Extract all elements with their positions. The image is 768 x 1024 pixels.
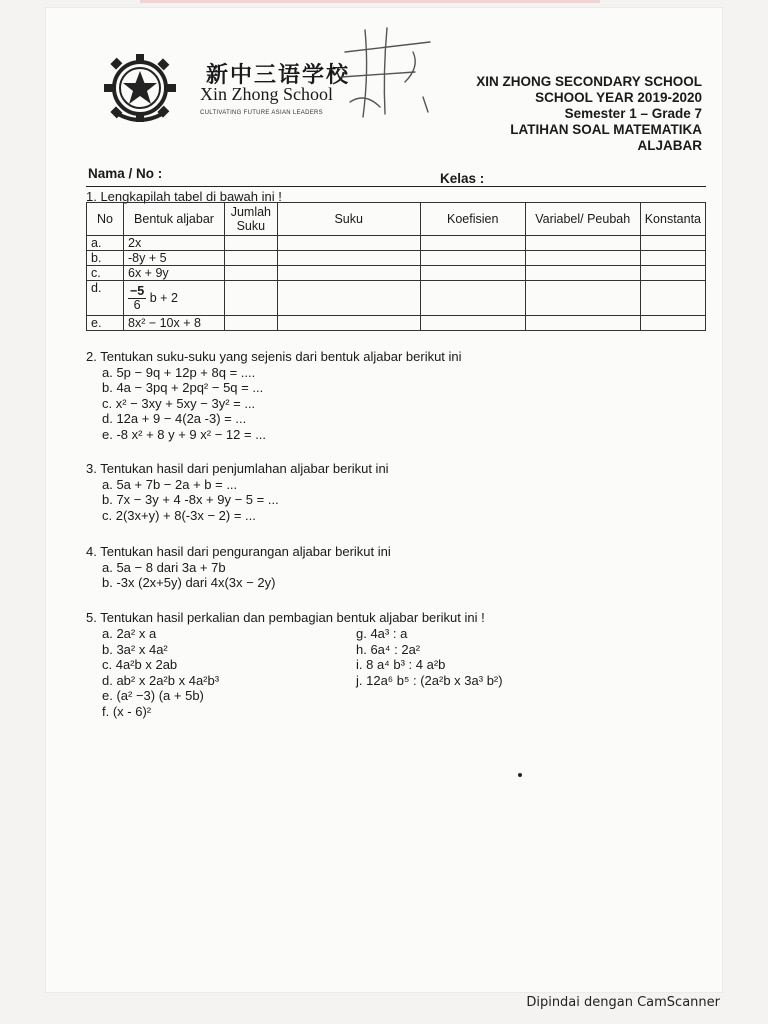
row-expression xyxy=(124,281,225,316)
answer-cell[interactable] xyxy=(640,316,705,331)
school-name-latin: Xin Zhong School xyxy=(200,84,333,104)
fraction-denominator: 6 xyxy=(133,297,141,312)
answer-cell[interactable] xyxy=(525,316,640,331)
question-item: a. 5a + 7b − 2a + b = ... xyxy=(102,476,238,492)
table-row xyxy=(87,281,706,316)
answer-cell[interactable] xyxy=(420,281,525,316)
answer-cell[interactable] xyxy=(277,281,420,316)
answer-cell[interactable] xyxy=(420,316,525,331)
q2-title: 2. Tentukan suku-suku yang sejenis dari bentuk aljabar berikut ini xyxy=(86,349,462,364)
row-expression: 8x² − 10x + 8 xyxy=(124,316,225,331)
q3-title: 3. Tentukan hasil dari penjumlahan aljabar berikut ini xyxy=(86,461,389,476)
fraction-numerator: −5 xyxy=(130,283,145,298)
question-item: d. 12a + 9 − 4(2a -3) = ... xyxy=(102,411,247,427)
question-item: d. ab² x 2a²b x 4a²b³ xyxy=(102,672,220,688)
header-line-topic: ALJABAR xyxy=(637,138,702,153)
question-item: b. 3a² x 4a² xyxy=(102,641,168,657)
q1-header-row xyxy=(87,203,706,236)
question-item: c. 4a²b x 2ab xyxy=(102,657,178,673)
handwritten-signature xyxy=(335,22,445,122)
q1-table xyxy=(86,202,706,331)
answer-cell[interactable] xyxy=(225,281,278,316)
row-expression: -8y + 5 xyxy=(124,251,225,266)
table-row xyxy=(87,266,706,281)
answer-cell[interactable] xyxy=(640,266,705,281)
answer-cell[interactable] xyxy=(225,316,278,331)
col-konstanta: Konstanta xyxy=(640,203,705,236)
question-item: b. 7x − 3y + 4 -8x + 9y − 5 = ... xyxy=(102,492,279,508)
question-item: j. 12a⁶ b⁵ : (2a²b x 3a³ b²) xyxy=(356,672,503,688)
answer-cell[interactable] xyxy=(640,251,705,266)
row-expression: 2x xyxy=(124,236,225,251)
question-item: b. -3x (2x+5y) dari 4x(3x − 2y) xyxy=(102,575,276,591)
col-bentuk-aljabar: Bentuk aljabar xyxy=(124,203,225,236)
q1-title: 1. Lengkapilah tabel di bawah ini ! xyxy=(86,189,282,204)
question-item: f. (x - 6)² xyxy=(102,703,152,719)
header-line-subject: LATIHAN SOAL MATEMATIKA xyxy=(510,122,702,137)
answer-cell[interactable] xyxy=(525,266,640,281)
answer-cell[interactable] xyxy=(420,251,525,266)
question-item: i. 8 a⁴ b³ : 4 a²b xyxy=(356,657,446,673)
school-logo xyxy=(100,52,180,124)
question-item: c. 2(3x+y) + 8(-3x − 2) = ... xyxy=(102,507,256,523)
answer-cell[interactable] xyxy=(277,236,420,251)
question-item: a. 5p − 9q + 12p + 8q = .... xyxy=(102,364,256,380)
table-row xyxy=(87,236,706,251)
q5-section xyxy=(86,610,485,626)
table-row xyxy=(87,316,706,331)
question-item: a. 2a² x a xyxy=(102,626,157,641)
school-header-block xyxy=(476,74,702,154)
answer-cell[interactable] xyxy=(525,251,640,266)
paper-edge-mark xyxy=(140,0,600,3)
name-field-label: Nama / No : xyxy=(88,166,163,181)
question-item: e. (a² −3) (a + 5b) xyxy=(102,688,204,704)
row-no: a. xyxy=(87,236,124,251)
expression-tail: b + 2 xyxy=(149,290,178,305)
question-item: e. -8 x² + 8 y + 9 x² − 12 = ... xyxy=(102,426,267,442)
col-suku: Suku xyxy=(277,203,420,236)
col-koefisien: Koefisien xyxy=(420,203,525,236)
class-field-label: Kelas : xyxy=(440,171,485,186)
answer-cell[interactable] xyxy=(225,251,278,266)
ink-speck xyxy=(518,773,522,777)
q5-left-column xyxy=(102,626,219,720)
row-no: e. xyxy=(87,316,124,331)
q4-title: 4. Tentukan hasil dari pengurangan aljabar berikut ini xyxy=(86,544,391,559)
fraction xyxy=(128,285,146,312)
header-rule xyxy=(86,186,706,187)
answer-cell[interactable] xyxy=(225,266,278,281)
q5-right-column xyxy=(356,626,503,688)
answer-cell[interactable] xyxy=(225,236,278,251)
header-line-year: SCHOOL YEAR 2019-2020 xyxy=(535,90,702,105)
col-no: No xyxy=(87,203,124,236)
q5-title: 5. Tentukan hasil perkalian dan pembagian bentuk aljabar berikut ini ! xyxy=(86,610,485,625)
row-no: c. xyxy=(87,266,124,281)
row-no: b. xyxy=(87,251,124,266)
answer-cell[interactable] xyxy=(525,281,640,316)
answer-cell[interactable] xyxy=(420,236,525,251)
q3-section xyxy=(86,461,389,523)
answer-cell[interactable] xyxy=(640,236,705,251)
question-item: a. 5a − 8 dari 3a + 7b xyxy=(102,559,226,575)
question-item: c. x² − 3xy + 5xy − 3y² = ... xyxy=(102,395,256,411)
scanner-watermark: Dipindai dengan CamScanner xyxy=(526,995,720,1010)
answer-cell[interactable] xyxy=(525,236,640,251)
answer-cell[interactable] xyxy=(420,266,525,281)
school-tagline: CULTIVATING FUTURE ASIAN LEADERS xyxy=(200,110,323,116)
answer-cell[interactable] xyxy=(277,316,420,331)
question-item: b. 4a − 3pq + 2pq² − 5q = ... xyxy=(102,380,264,396)
answer-cell[interactable] xyxy=(277,266,420,281)
q2-section xyxy=(86,349,462,443)
row-expression: 6x + 9y xyxy=(124,266,225,281)
header-line-semester: Semester 1 – Grade 7 xyxy=(564,106,702,121)
question-item: g. 4a³ : a xyxy=(356,626,408,641)
table-row xyxy=(87,251,706,266)
row-no: d. xyxy=(87,281,124,316)
answer-cell[interactable] xyxy=(640,281,705,316)
answer-cell[interactable] xyxy=(277,251,420,266)
col-jumlah-suku: Jumlah Suku xyxy=(225,203,278,236)
school-name-chinese: 新中三语学校 xyxy=(206,62,351,88)
q4-section xyxy=(86,544,391,591)
col-variabel: Variabel/ Peubah xyxy=(525,203,640,236)
question-item: h. 6a⁴ : 2a² xyxy=(356,641,421,657)
header-line-school: XIN ZHONG SECONDARY SCHOOL xyxy=(476,74,702,89)
